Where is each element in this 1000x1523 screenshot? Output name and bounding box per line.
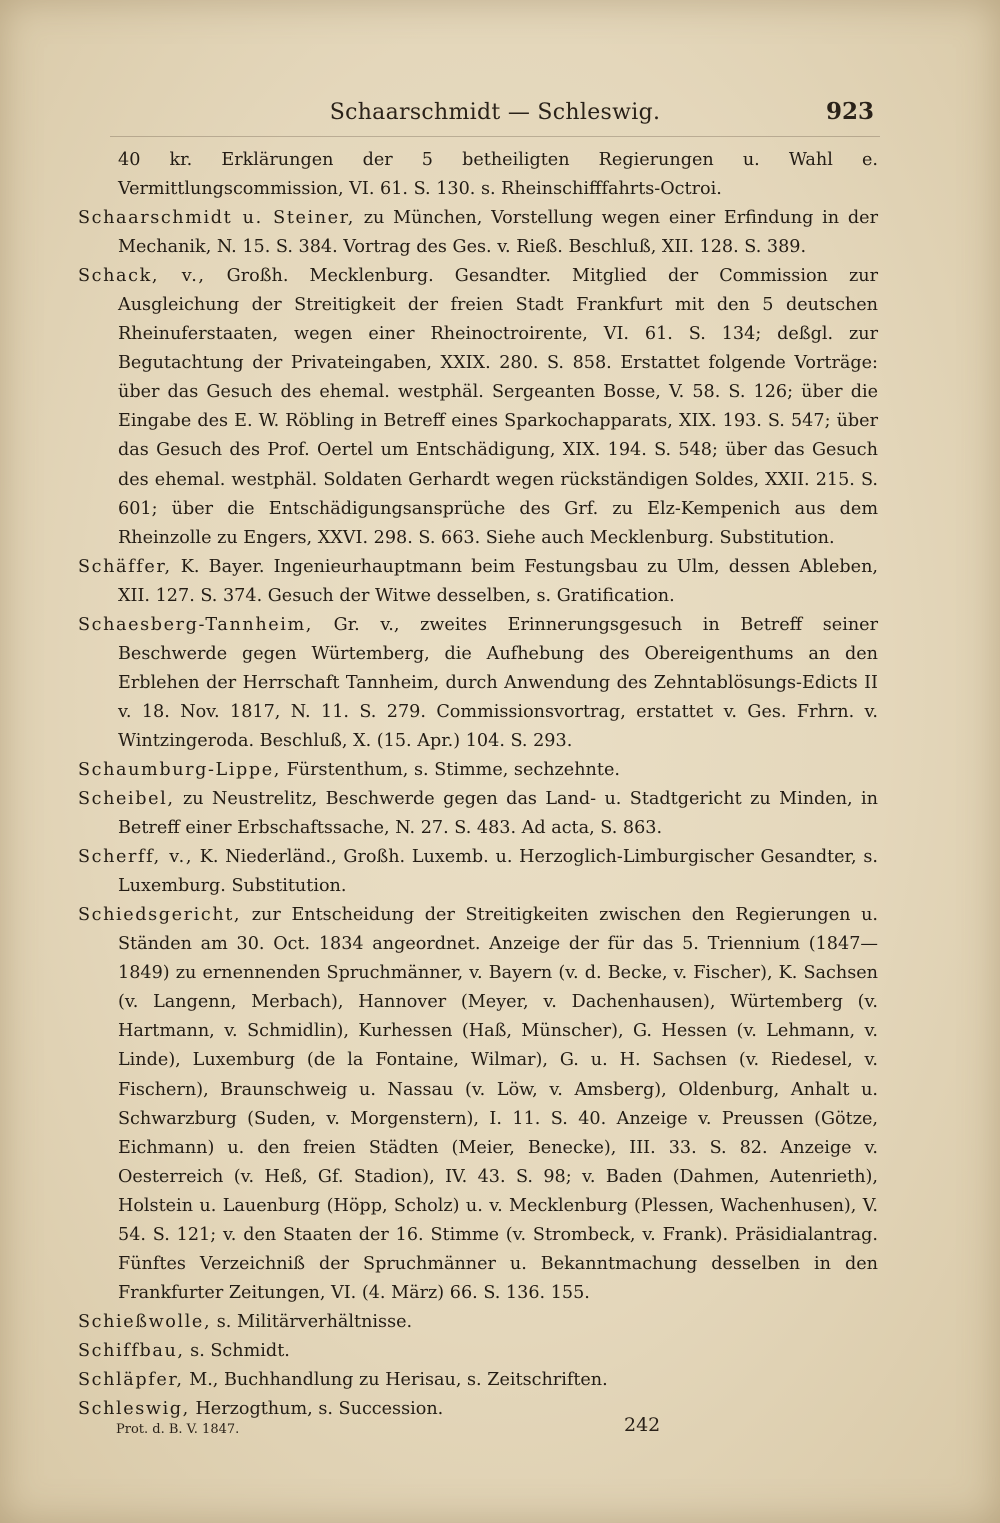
page-header [110,96,880,136]
entry-text: K. Niederländ., Großh. Luxemb. u. Herzoglich-Limburgischer Gesandter, s. Luxemburg. Substitution. [118,847,878,897]
entry-text: zu München, Vorstellung wegen einer Erfindung in der Mechanik, N. 15. S. 384. Vortrag des Ges. v. Rieß. Beschluß, XII. 128. S. 389. [118,208,878,258]
entry-text: zur Entscheidung der Streitigkeiten zwischen den Regierungen u. Ständen am 30. Oct. 1834 angeordnet. Anzeige der für das 5. Triennium (1847—1849) zu ernennenden Spruchmänner, v. Bayern (v. d. Becke, v. Fischer), K. Sachsen (v. Langenn, Merbach), Hannover (Meyer, v. Dachenhausen), Würtemberg (v. Hartmann, v. Schmidlin), Kurhessen (Haß, Münscher), G. Hessen (v. Lehmann, v. Linde), Luxemburg (de la Fontaine, Wilmar), G. u. H. Sachsen (v. Riedesel, v. Fischern), Braunschweig u. Nassau (v. Löw, v. Amsberg), Oldenburg, Anhalt u. Schwarzburg (Suden, v. Morgenstern), I. 11. S. 40. Anzeige v. Preussen (Götze, Eichmann) u. den freien Städten (Meier, Benecke), III. 33. S. 82. Anzeige v. Oesterreich (v. Heß, Gf. Stadion), IV. 43. S. 98; v. Baden (Dahmen, Autenrieth), Holstein u. Lauenburg (Höpp, Scholz) u. v. Mecklenburg (Plessen, Wachenhusen), V. 54. S. 121; v. den Staaten der 16. Stimme (v. Strombeck, v. Frank). Präsidialantrag. Fünftes Verzeichniß der Spruchmänner u. Bekanntmachung desselben in den Frankfurter Zeitungen, VI. (4. März) 66. S. 136. 155. [118,905,878,1303]
entry-headword: Scherff, v., [78,847,194,868]
printer-signature: Prot. d. B. V. 1847. [116,1422,240,1437]
entry-headword: Schießwolle, [78,1311,212,1332]
running-head: Schaarschmidt — Schleswig. [329,100,661,125]
entry-text: K. Bayer. Ingenieurhauptmann beim Festungsbau zu Ulm, dessen Ableben, XII. 127. S. 374. Gesuch der Witwe desselben, s. Gratification. [118,556,878,606]
index-entry [78,204,878,262]
index-entry [78,146,878,204]
page-footer [116,1414,880,1444]
index-entry [78,843,878,901]
index-entry [78,262,878,552]
sheet-number: 242 [624,1414,661,1436]
entry-headword: Scheibel, [78,789,175,810]
entry-text: zu Neustrelitz, Beschwerde gegen das Land- u. Stadtgericht zu Minden, in Betreff einer Erbschaftssache, N. 27. S. 483. Ad acta, S. 863. [118,789,878,839]
index-entry [78,901,878,1308]
entry-headword: Schack, v., [78,266,206,287]
entry-text: Großh. Mecklenburg. Gesandter. Mitglied der Commission zur Ausgleichung der Streitigkeit der freien Stadt Frankfurt mit den 5 deutschen Rheinuferstaaten, wegen einer Rheinoctroirente, VI. 61. S. 134; deßgl. zur Begutachtung der Privateingaben, XXIX. 280. S. 858. Erstattet folgende Vorträge: über das Gesuch des ehemal. westphäl. Sergeanten Bosse, V. 58. S. 126; über die Eingabe des E. W. Röbling in Betreff eines Sparkochapparats, XIX. 193. S. 547; über das Gesuch des Prof. Oertel um Entschädigung, XIX. 194. S. 548; über das Gesuch des ehemal. westphäl. Soldaten Gerhardt wegen rückständigen Soldes, XXII. 215. S. 601; über die Entschädigungsansprüche des Grf. zu Elz-Kempenich aus dem Rheinzolle zu Engers, XXVI. 298. S. 663. Siehe auch Mecklenburg. Substitution. [118,266,878,548]
entry-headword: Schleswig, [78,1399,190,1420]
entry-text: Fürstenthum, s. Stimme, sechzehnte. [281,759,620,780]
header-rule [110,136,880,137]
entry-headword: Schaumburg-Lippe, [78,759,281,780]
entry-text: M., Buchhandlung zu Herisau, s. Zeitschriften. [183,1369,608,1390]
index-entry [78,756,878,785]
entry-text: Gr. v., zweites Erinnerungsgesuch in Betreff seiner Beschwerde gegen Würtemberg, die Aufhebung des Obereigenthums an den Erblehen der Herrschaft Tannheim, durch Anwendung des Zehntablösungs-Edicts II v. 18. Nov. 1817, N. 11. S. 279. Commissionsvortrag, erstattet v. Ges. Frhrn. v. Wintzingeroda. Beschluß, X. (15. Apr.) 104. S. 293. [118,614,878,751]
entry-headword: Schläpfer, [78,1369,184,1390]
entry-headword: Schäffer, [78,556,172,577]
index-entry [78,611,878,756]
entry-text: s. Militärverhältnisse. [211,1311,413,1332]
entry-text: Herzogthum, s. Succession. [189,1399,444,1420]
entry-headword: Schiedsgericht, [78,905,242,926]
index-entry [78,785,878,843]
entry-headword: Schaarschmidt u. Steiner, [78,208,355,229]
page-number: 923 [825,98,874,125]
index-entry [78,553,878,611]
index-entries [78,146,878,1424]
index-entry [78,1366,878,1395]
index-entry [78,1337,878,1366]
entry-text: s. Schmidt. [184,1340,290,1361]
entry-headword: Schiffbau, [78,1340,185,1361]
entry-text: 40 kr. Erklärungen der 5 betheiligten Regierungen u. Wahl e. Vermittlungscommission, VI. 61. S. 130. s. Rheinschifffahrts-Octroi. [118,150,878,200]
index-entry [78,1308,878,1337]
entry-headword: Schaesberg-Tannheim, [78,614,313,635]
